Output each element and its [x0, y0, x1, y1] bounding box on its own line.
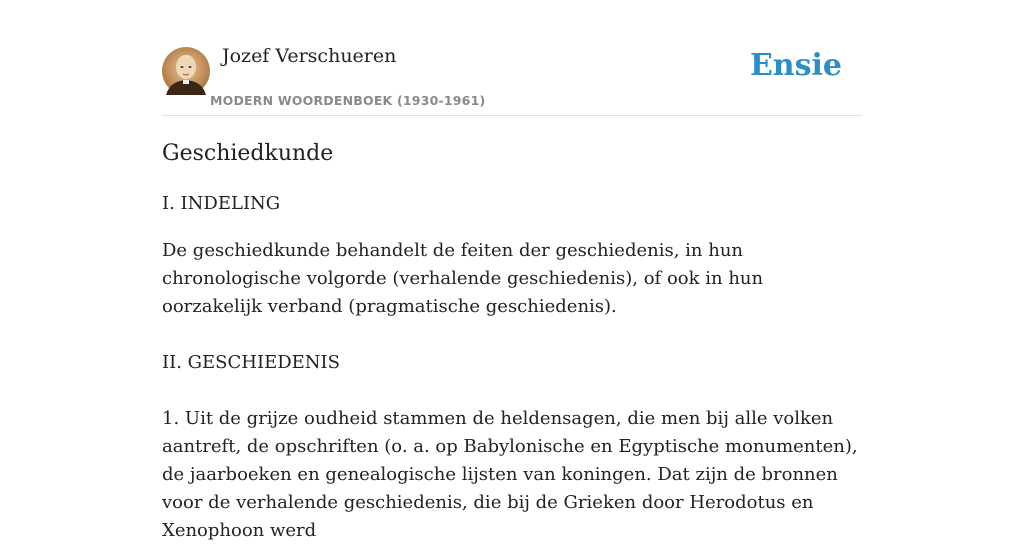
article [162, 138, 862, 545]
article-title: Geschiedkunde [162, 141, 334, 166]
section-heading-indeling: I. INDELING [162, 193, 281, 214]
paragraph-geschiedenis: 1. Uit de grijze oudheid stammen de heldensagen, die men bij alle volken aantreft, de opschriften (o. a. op Babylonische en Egyptische monumenten), de jaarboeken en genealogische lijsten van koningen. Dat zijn de bronnen voor de verhalende geschiedenis, die bij de Grieken door Herodotus en Xenophoon werd [162, 408, 858, 541]
portrait-photo-icon [162, 47, 210, 95]
ensie-logo[interactable]: Ensie [749, 48, 842, 83]
author-avatar[interactable] [162, 47, 210, 95]
author-name[interactable]: Jozef Verschueren [222, 45, 397, 67]
paragraph-indeling: De geschiedkunde behandelt de feiten der geschiedenis, in hun chronologische volgorde (verhalende geschiedenis), of ook in hun oorzakelijk verband (pragmatische geschiedenis). [162, 240, 764, 317]
dictionary-subtitle[interactable]: MODERN WOORDENBOEK (1930-1961) [210, 93, 486, 108]
section-heading-geschiedenis: II. GESCHIEDENIS [162, 352, 340, 373]
header [162, 0, 862, 116]
